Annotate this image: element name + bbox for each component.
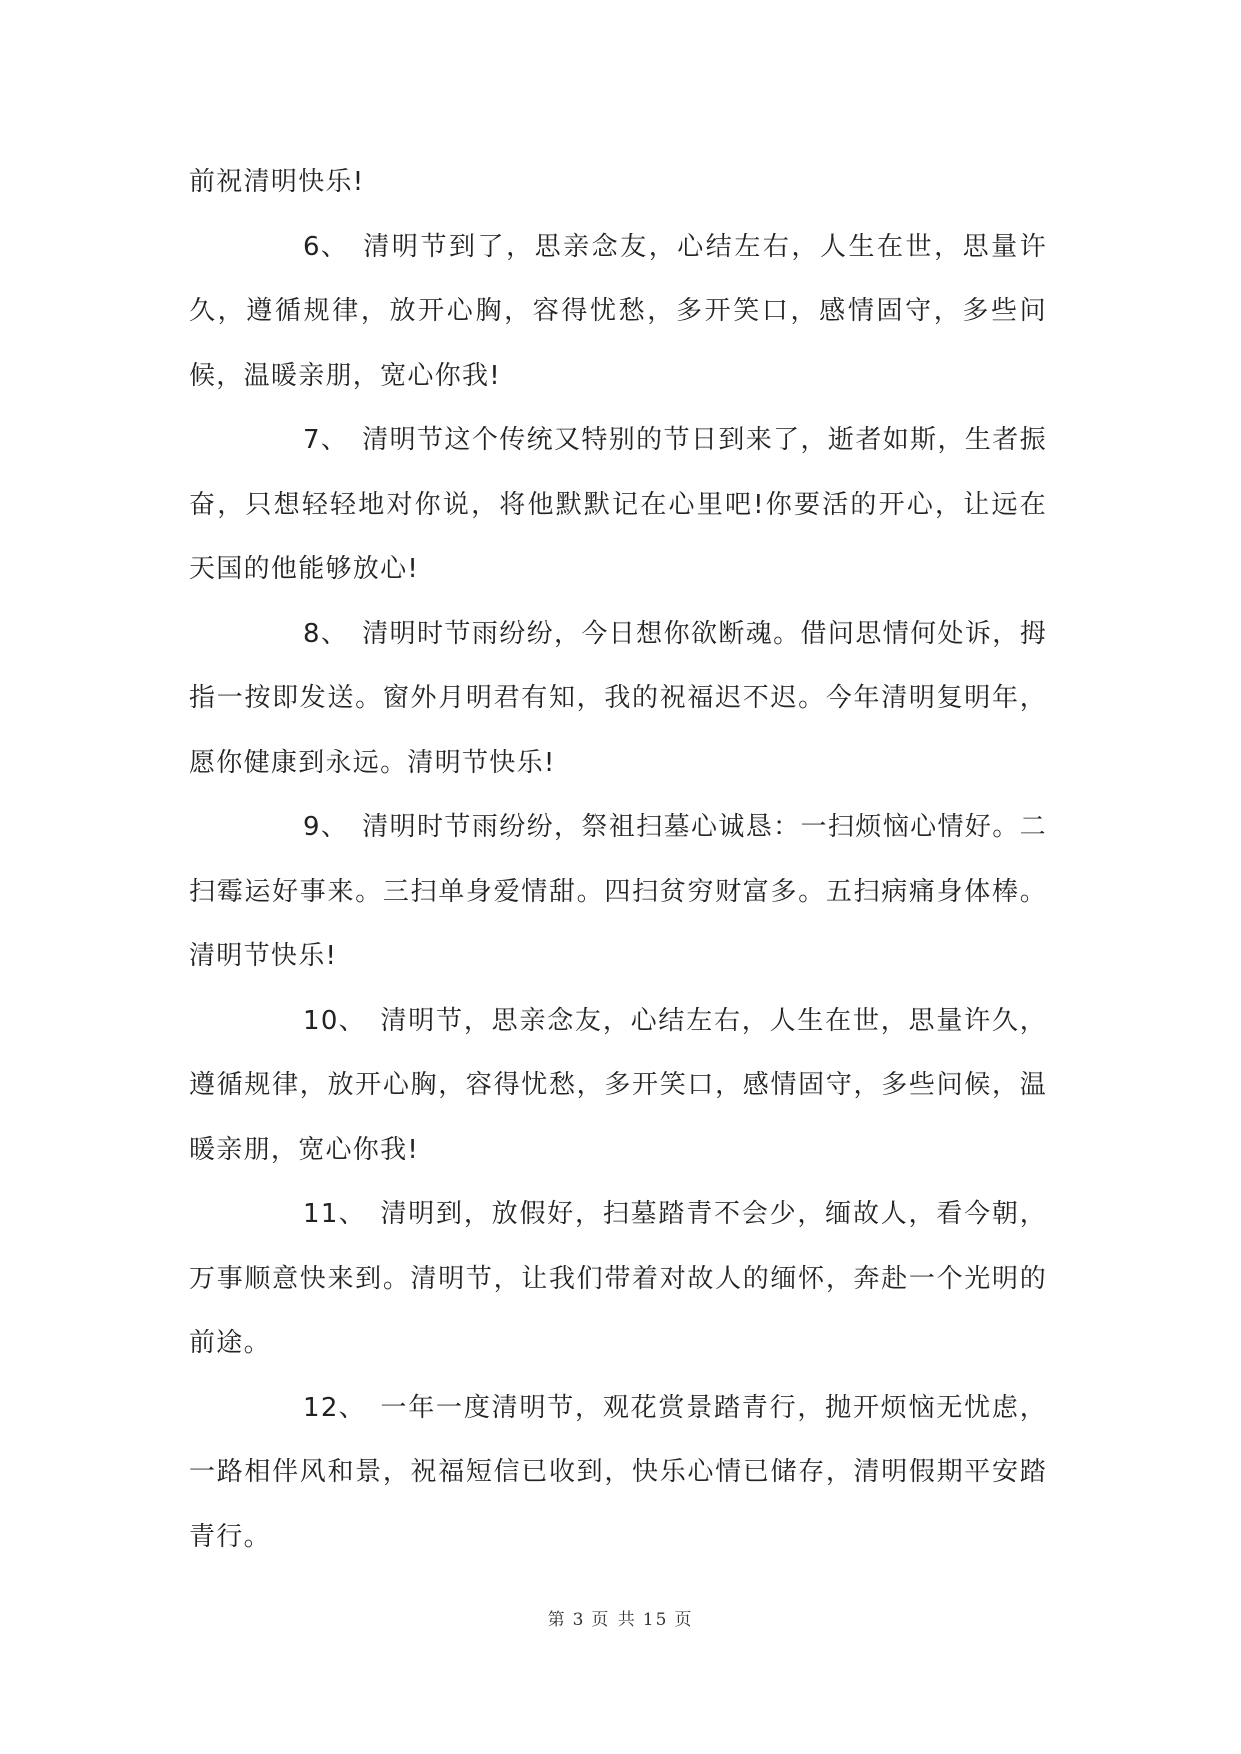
item-number: 6、 — [303, 231, 349, 262]
list-item — [189, 989, 1047, 1183]
total-pages-number: 15 — [642, 1610, 669, 1630]
item-number: 7、 — [303, 425, 349, 455]
item-number: 8、 — [303, 618, 349, 649]
list-item — [189, 795, 1047, 989]
footer-prefix: 第 — [547, 1610, 567, 1630]
list-item — [189, 215, 1047, 409]
list-item — [189, 1376, 1047, 1570]
list-item — [189, 408, 1047, 602]
item-text: 清明到，放假好，扫墓踏青不会少，缅故人，看今朝，万事顺意快来到。清明节，让我们带着对故人的缅怀，奔赴一个光明的前途。 — [189, 1199, 1047, 1358]
item-text: 清明节这个传统又特别的节日到来了，逝者如斯，生者振奋，只想轻轻地对你说，将他默默记在心里吧!你要活的开心，让远在天国的他能够放心! — [189, 425, 1047, 584]
item-text: 清明时节雨纷纷，今日想你欲断魂。借问思情何处诉，拇指一按即发送。窗外月明君有知，我的祝福迟不迟。今年清明复明年，愿你健康到永远。清明节快乐! — [189, 618, 1047, 778]
footer-mid: 页 共 — [591, 1610, 637, 1630]
item-number: 10、 — [303, 1005, 366, 1036]
lead-fragment: 前祝清明快乐! — [189, 167, 365, 197]
item-number: 11、 — [303, 1199, 366, 1229]
list-item — [189, 602, 1047, 796]
item-number: 12、 — [303, 1392, 366, 1423]
item-text: 清明节，思亲念友，心结左右，人生在世，思量许久，遵循规律，放开心胸，容得忧愁，多开笑口，感情固守，多些问候，温暖亲朋，宽心你我! — [189, 1005, 1047, 1165]
item-text: 清明节到了，思亲念友，心结左右，人生在世，思量许久，遵循规律，放开心胸，容得忧愁，多开笑口，感情固守，多些问候，温暖亲朋，宽心你我! — [189, 231, 1047, 391]
document-body — [189, 150, 1047, 1569]
item-number: 9、 — [303, 812, 349, 842]
footer-suffix: 页 — [674, 1610, 694, 1630]
list-item — [189, 1182, 1047, 1376]
item-text: 一年一度清明节，观花赏景踏青行，抛开烦恼无忧虑，一路相伴风和景，祝福短信已收到，快乐心情已储存，清明假期平安踏青行。 — [189, 1392, 1047, 1552]
page-footer — [0, 1605, 1241, 1630]
item-text: 清明时节雨纷纷，祭祖扫墓心诚恳：一扫烦恼心情好。二扫霉运好事来。三扫单身爱情甜。四扫贫穷财富多。五扫病痛身体棒。清明节快乐! — [189, 812, 1047, 971]
current-page-number: 3 — [572, 1610, 586, 1630]
